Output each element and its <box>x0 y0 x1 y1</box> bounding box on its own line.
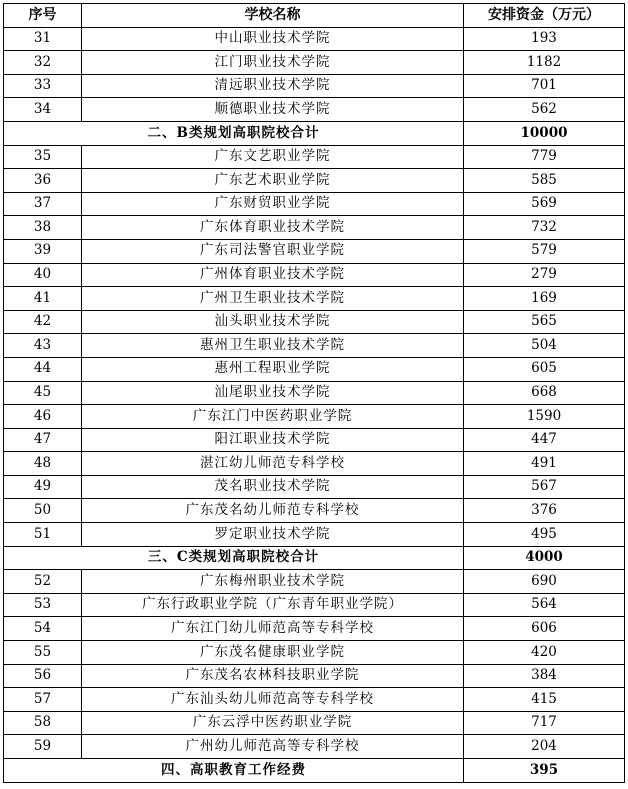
row-number: 43 <box>4 334 82 358</box>
funds-amount: 204 <box>464 735 625 759</box>
table-row <box>4 381 625 405</box>
row-number: 54 <box>4 617 82 641</box>
row-number: 44 <box>4 357 82 381</box>
table-row <box>4 711 625 735</box>
table-row <box>4 570 625 594</box>
table-row <box>4 310 625 334</box>
table-row <box>4 192 625 216</box>
subtotal-funds: 10000 <box>464 121 625 145</box>
row-number: 35 <box>4 145 82 169</box>
funds-amount: 495 <box>464 523 625 547</box>
table-row <box>4 216 625 240</box>
funds-amount: 564 <box>464 593 625 617</box>
subtotal-funds: 395 <box>464 759 625 783</box>
school-name: 广东茂名健康职业学院 <box>82 641 464 665</box>
row-number: 36 <box>4 169 82 193</box>
table-row <box>4 499 625 523</box>
funds-amount: 279 <box>464 263 625 287</box>
school-name: 广州体育职业技术学院 <box>82 263 464 287</box>
row-number: 53 <box>4 593 82 617</box>
row-number: 32 <box>4 51 82 75</box>
table-row <box>4 263 625 287</box>
school-name: 汕头职业技术学院 <box>82 310 464 334</box>
funds-amount: 606 <box>464 617 625 641</box>
funds-amount: 447 <box>464 428 625 452</box>
school-name: 清远职业技术学院 <box>82 74 464 98</box>
row-number: 33 <box>4 74 82 98</box>
funds-amount: 384 <box>464 664 625 688</box>
header-funds: 安排资金（万元） <box>464 4 625 28</box>
row-number: 59 <box>4 735 82 759</box>
school-name: 广东艺术职业学院 <box>82 169 464 193</box>
table-row <box>4 287 625 311</box>
school-name: 广州幼儿师范高等专科学校 <box>82 735 464 759</box>
row-number: 34 <box>4 98 82 122</box>
school-name: 广东梅州职业技术学院 <box>82 570 464 594</box>
table-row <box>4 74 625 98</box>
school-name: 广东江门幼儿师范高等专科学校 <box>82 617 464 641</box>
school-name: 广东行政职业学院（广东青年职业学院） <box>82 593 464 617</box>
table-row <box>4 145 625 169</box>
funds-amount: 779 <box>464 145 625 169</box>
funds-amount: 605 <box>464 357 625 381</box>
funds-amount: 562 <box>464 98 625 122</box>
row-number: 42 <box>4 310 82 334</box>
school-name: 惠州卫生职业技术学院 <box>82 334 464 358</box>
row-number: 51 <box>4 523 82 547</box>
school-name: 广东茂名农林科技职业学院 <box>82 664 464 688</box>
school-name: 广东财贸职业学院 <box>82 192 464 216</box>
school-name: 广东司法警官职业学院 <box>82 239 464 263</box>
school-name: 顺德职业技术学院 <box>82 98 464 122</box>
funds-amount: 1182 <box>464 51 625 75</box>
school-name: 广东体育职业技术学院 <box>82 216 464 240</box>
table-row <box>4 239 625 263</box>
row-number: 47 <box>4 428 82 452</box>
row-number: 58 <box>4 711 82 735</box>
school-name: 茂名职业技术学院 <box>82 475 464 499</box>
school-name: 广东江门中医药职业学院 <box>82 405 464 429</box>
funds-amount: 717 <box>464 711 625 735</box>
table-row <box>4 641 625 665</box>
row-number: 40 <box>4 263 82 287</box>
row-number: 57 <box>4 688 82 712</box>
funds-amount: 579 <box>464 239 625 263</box>
row-number: 46 <box>4 405 82 429</box>
school-name: 罗定职业技术学院 <box>82 523 464 547</box>
funds-amount: 701 <box>464 74 625 98</box>
table-row <box>4 688 625 712</box>
school-name: 中山职业技术学院 <box>82 27 464 51</box>
table-row <box>4 664 625 688</box>
funds-amount: 585 <box>464 169 625 193</box>
table-row <box>4 428 625 452</box>
funds-amount: 569 <box>464 192 625 216</box>
table-row <box>4 617 625 641</box>
table-body <box>4 27 625 782</box>
table-row <box>4 169 625 193</box>
table-row <box>4 27 625 51</box>
funds-amount: 565 <box>464 310 625 334</box>
funds-amount: 193 <box>464 27 625 51</box>
row-number: 50 <box>4 499 82 523</box>
row-number: 52 <box>4 570 82 594</box>
subtotal-row <box>4 759 625 783</box>
subtotal-row <box>4 121 625 145</box>
table-row <box>4 735 625 759</box>
school-name: 广东茂名幼儿师范专科学校 <box>82 499 464 523</box>
row-number: 55 <box>4 641 82 665</box>
school-name: 阳江职业技术学院 <box>82 428 464 452</box>
table-row <box>4 405 625 429</box>
row-number: 31 <box>4 27 82 51</box>
subtotal-label: 四、高职教育工作经费 <box>4 759 464 783</box>
funds-amount: 420 <box>464 641 625 665</box>
table-row <box>4 51 625 75</box>
school-name: 广东汕头幼儿师范高等专科学校 <box>82 688 464 712</box>
school-name: 惠州工程职业学院 <box>82 357 464 381</box>
row-number: 45 <box>4 381 82 405</box>
row-number: 37 <box>4 192 82 216</box>
funds-amount: 415 <box>464 688 625 712</box>
funds-amount: 567 <box>464 475 625 499</box>
row-number: 49 <box>4 475 82 499</box>
table-row <box>4 475 625 499</box>
subtotal-label: 三、C类规划高职院校合计 <box>4 546 464 570</box>
table-row <box>4 98 625 122</box>
row-number: 41 <box>4 287 82 311</box>
school-name: 江门职业技术学院 <box>82 51 464 75</box>
header-no: 序号 <box>4 4 82 28</box>
funds-amount: 169 <box>464 287 625 311</box>
funds-amount: 668 <box>464 381 625 405</box>
row-number: 48 <box>4 452 82 476</box>
school-name: 广州卫生职业技术学院 <box>82 287 464 311</box>
table-row <box>4 357 625 381</box>
table-row <box>4 452 625 476</box>
funds-amount: 1590 <box>464 405 625 429</box>
school-name: 广东文艺职业学院 <box>82 145 464 169</box>
funds-amount: 732 <box>464 216 625 240</box>
funds-amount: 491 <box>464 452 625 476</box>
header-row <box>4 4 625 28</box>
funds-amount: 376 <box>464 499 625 523</box>
row-number: 38 <box>4 216 82 240</box>
funding-table <box>3 3 625 783</box>
school-name: 汕尾职业技术学院 <box>82 381 464 405</box>
row-number: 39 <box>4 239 82 263</box>
row-number: 56 <box>4 664 82 688</box>
table-row <box>4 523 625 547</box>
school-name: 湛江幼儿师范专科学校 <box>82 452 464 476</box>
subtotal-funds: 4000 <box>464 546 625 570</box>
funds-amount: 504 <box>464 334 625 358</box>
table-row <box>4 593 625 617</box>
funds-amount: 690 <box>464 570 625 594</box>
subtotal-label: 二、B类规划高职院校合计 <box>4 121 464 145</box>
table-row <box>4 334 625 358</box>
header-name: 学校名称 <box>82 4 464 28</box>
subtotal-row <box>4 546 625 570</box>
school-name: 广东云浮中医药职业学院 <box>82 711 464 735</box>
